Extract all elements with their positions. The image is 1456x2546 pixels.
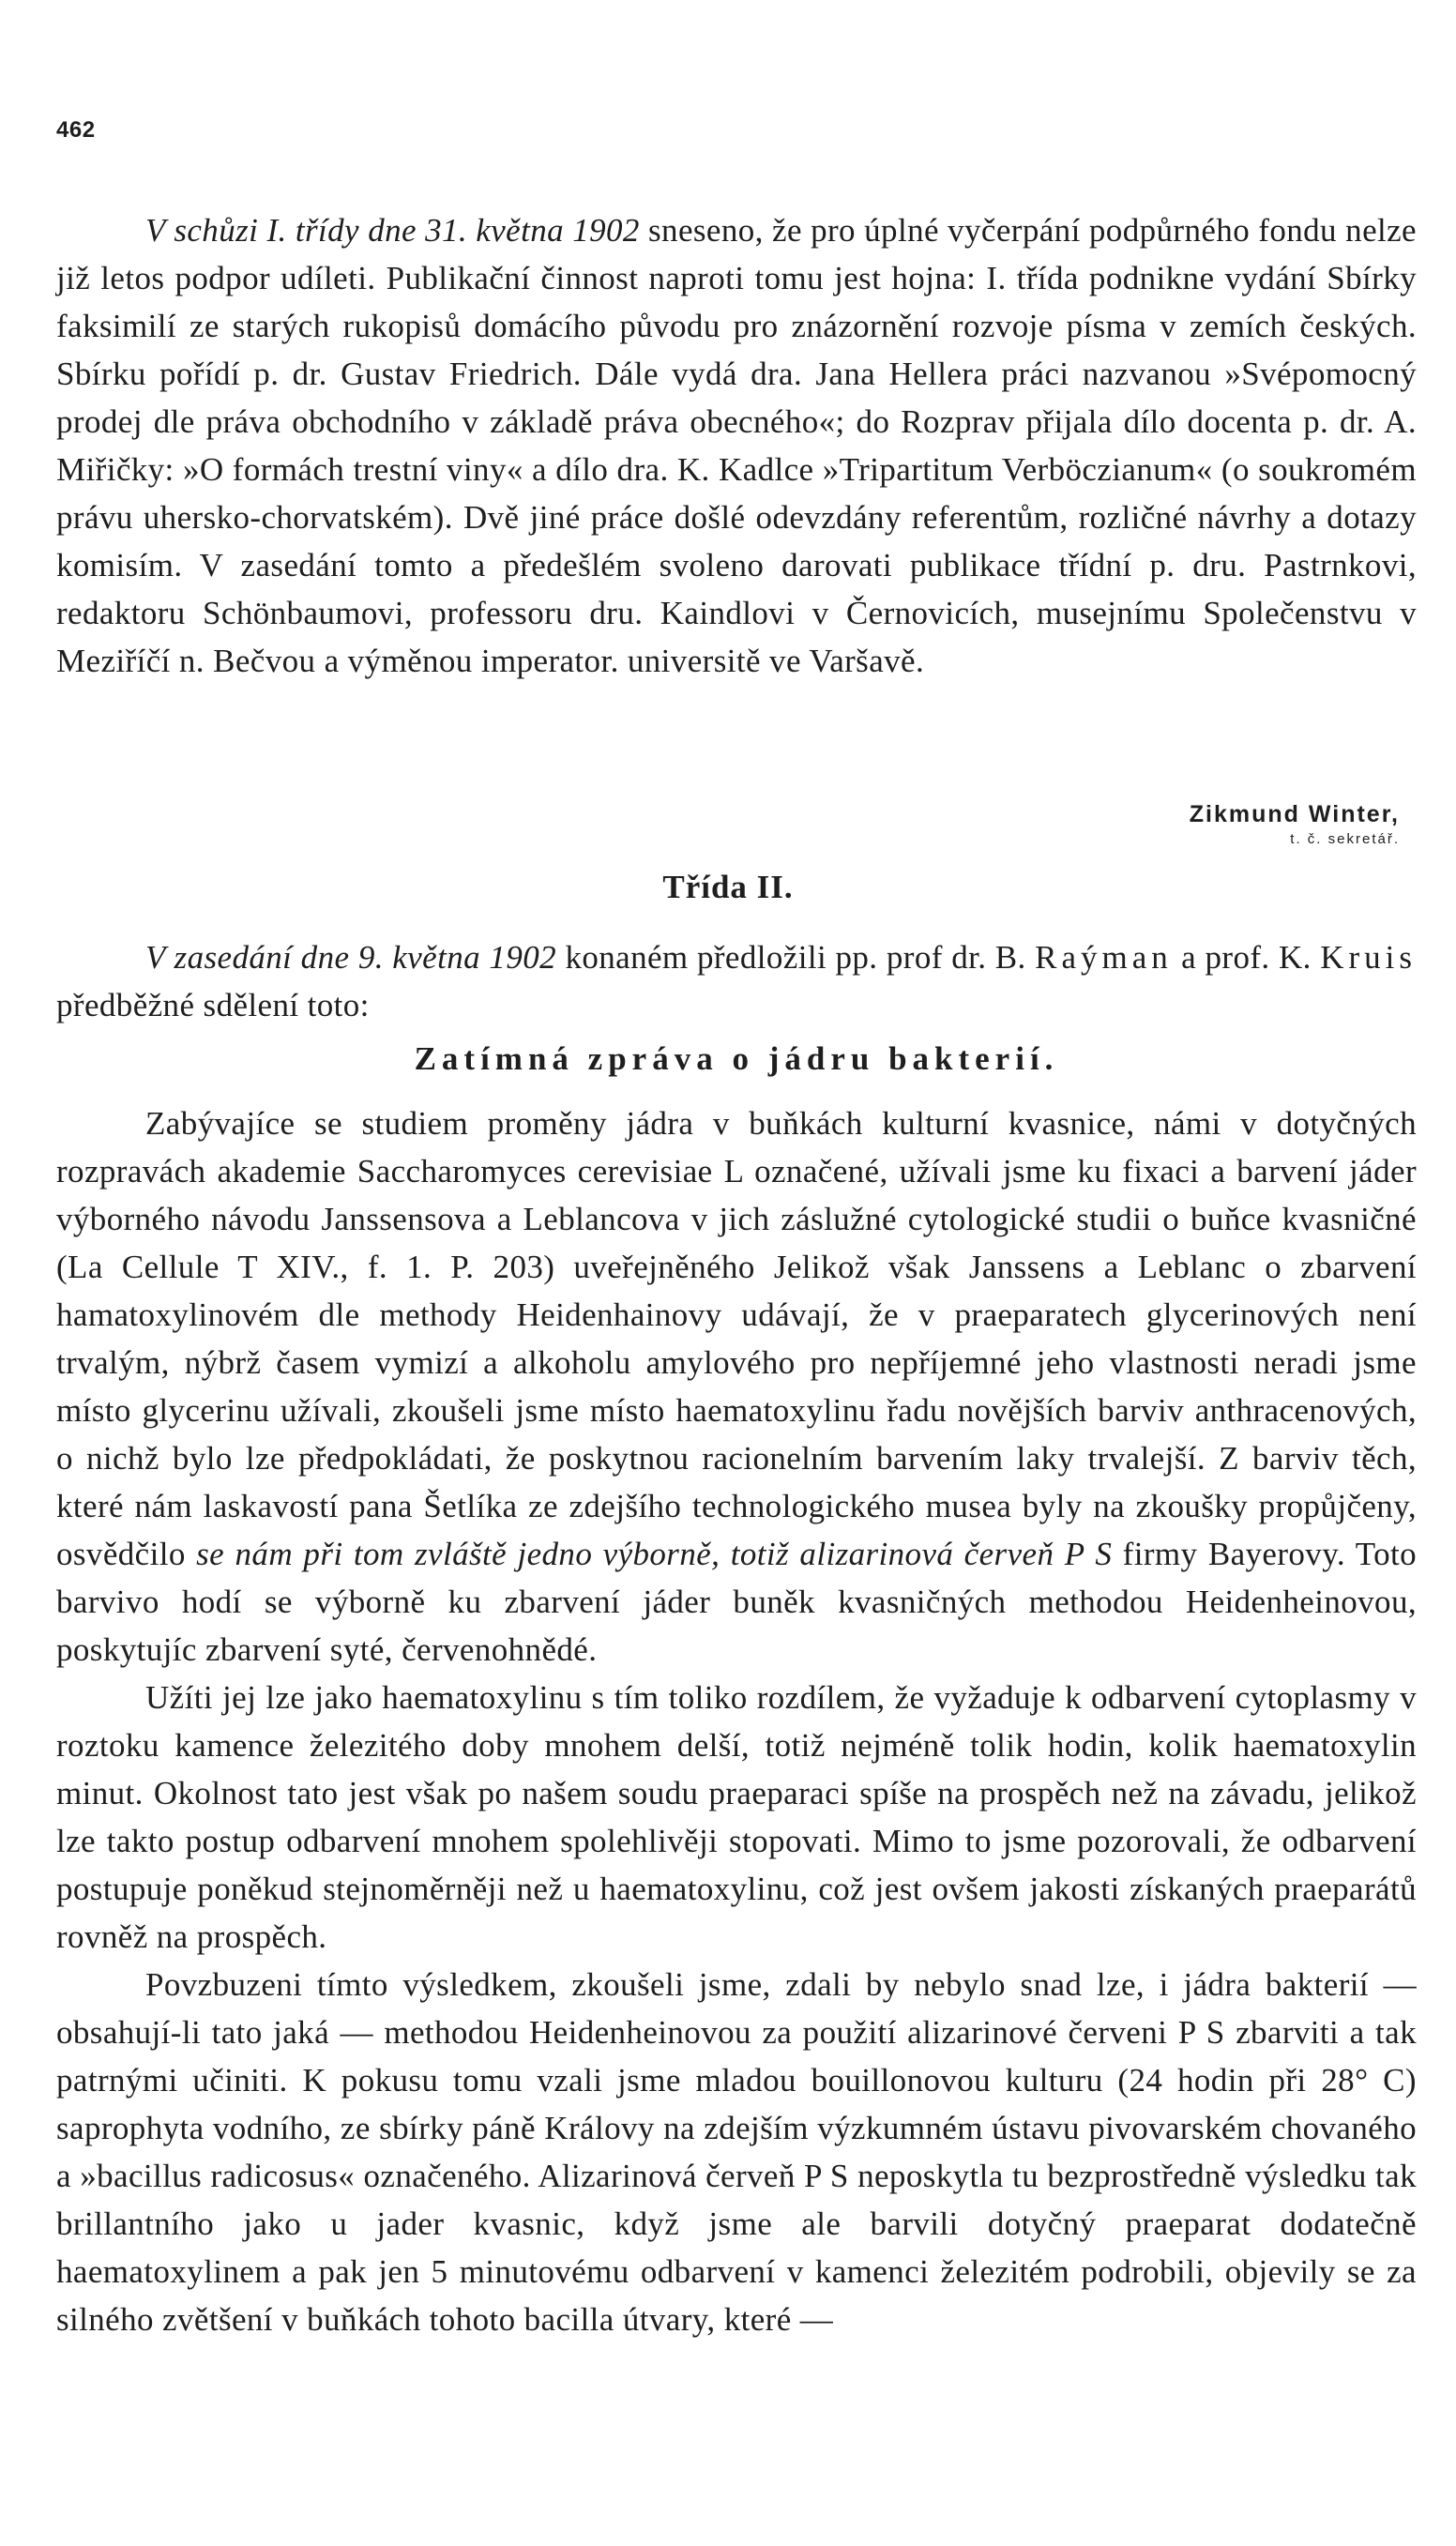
article-title: Zatímná zpráva o jádru bakterií. [414, 1040, 1059, 1077]
article-body [56, 1099, 1417, 2343]
intro-text-a: konaném předložili pp. prof dr. B. [556, 939, 1036, 976]
minutes-text: sneseno, že pro úplné vyčerpání podpůrného fondu nelze již letos podpor udíleti. Publikační činnost naproti tomu jest hojna: I. třída podnikne vydání Sbírky faksimilí ze starých rukopisů domácího původu pro znázornění rozvoje písma v zemích českých. Sbírku pořídí p. dr. Gustav Friedrich. Dále vydá dra. Jana Hellera práci nazvanou »Svépomocný prodej dle práva obchodního v základě práva obecného«; do Rozprav přijala dílo docenta p. dr. A. Miřičky: »O formách trestní viny« a dílo dra. K. Kadlce »Tripartitum Verböczianum« (o soukromém právu uhersko-chorvatském). Dvě jiné práce došlé odevzdány referentům, rozličné návrhy a dotazy komisím. V zasedání tomto a předešlém svoleno darovati publikace třídní p. dru. Pastrnkovi, redaktoru Schönbaumovi, professoru dru. Kaindlovi v Černovicích, musejnímu Společenstvu v Meziříčí n. Bečvou a výměnou imperator. universitě ve Varšavě. [56, 212, 1417, 679]
meeting-date-phrase: V schůzi I. třídy dne 31. května 1902 [145, 212, 640, 249]
body-paragraph-1 [56, 1099, 1417, 1674]
signature-block [1190, 799, 1400, 850]
author-kruis: Kruis [1320, 939, 1417, 976]
body-paragraph-3: Povzbuzeni tímto výsledkem, zkoušeli jsme, zdali by nebylo snad lze, i jádra bakterií — obsahují-li tato jaká — methodou Heidenheinovou za použití alizarinové červeni P S zbarviti a tak patrnými učiniti. K pokusu tomu vzali jsme mladou bouillonovou kulturu (24 hodin při 28° C) saprophyta vodního, ze sbírky páně Královy na zdejším výzkumném ústavu pivovarském chovaného a »bacillus radicosus« označeného. Alizarinová červeň P S neposkytla tu bezprostředně výsledku tak brillantního jako u jader kvasnic, když jsme ale barvili dotyčný praeparat dodatečně haematoxylinem a pak jen 5 minutovému odbarvení v kamenci železitém podrobili, objevily se za silného zvětšení v buňkách tohoto bacilla útvary, které — [56, 1966, 1417, 2338]
body-paragraph-1-end: firmy Bayerovy. Toto barvivo hodí se výborně ku zbarvení jáder buněk kvasničných methodou Heidenheinovou, poskytujíc zbarvení syté, červenohnědé. [56, 1536, 1418, 1668]
body-paragraph-1-italic: se nám při tom zvláště jedno výborně, totiž alizarinová červeň P S [196, 1536, 1113, 1572]
intro-text-c: předběžné sdělení toto: [56, 987, 370, 1023]
signatory-title: t. č. sekretář. [1290, 831, 1400, 847]
body-paragraph-2: Užíti jej lze jako haematoxylinu s tím toliko rozdílem, že vyžaduje k odbarvení cytoplasmy v roztoku kamence železitého doby mnohem delší, totiž nejméně tolik hodin, kolik haematoxylin minut. Okolnost tato jest však po našem soudu praeparaci spíše na prospěch než na závadu, jelikož lze takto postup odbarvení mnohem spolehlivěji stopovati. Mimo to jsme pozorovali, že odbarvení postupuje poněkud stejnoměrněji než u haematoxylinu, což jest ovšem jakosti získaných praeparátů rovněž na prospěch. [56, 1679, 1417, 1955]
body-paragraph-1-text: Zabývajíce se studiem proměny jádra v buňkách kulturní kvasnice, námi v dotyčných rozpravách akademie Saccharomyces cerevisiae L označené, užívali jsme ku fixaci a barvení jáder výborného návodu Janssensova a Leblancova v jich záslužné cytologické studii o buňce kvasničné (La Cellule T XIV., f. 1. P. 203) uveřejněného Jelikož však Janssens a Leblanc o zbarvení hamatoxylinovém dle methody Heidenhainovy udávají, že v praeparatech glycerinových není trvalým, nýbrž časem vymizí a alkoholu amylového pro nepříjemné jeho vlastnosti neradi jsme místo glycerinu užívali, zkoušeli jsme místo haematoxylinu řadu novějších barviv anthracenových, o nichž bylo lze předpokládati, že poskytnou racionelním barvením laky trvalejší. Z barviv těch, které nám laskavostí pana Šetlíka ze zdejšího technologického musea byly na zkoušky propůjčeny, osvědčilo [56, 1105, 1417, 1572]
signatory-name: Zikmund Winter, [1189, 801, 1400, 827]
minutes-paragraph-class-1 [56, 206, 1417, 685]
author-rayman: Raýman [1035, 939, 1173, 976]
page-number: 462 [56, 117, 96, 143]
intro-text-b: a prof. K. [1172, 939, 1321, 976]
presentation-intro [56, 933, 1417, 1029]
meeting-date-phrase-2: V zasedání dne 9. května 1902 [145, 939, 557, 976]
section-heading-class-2: Třída II. [662, 869, 794, 905]
